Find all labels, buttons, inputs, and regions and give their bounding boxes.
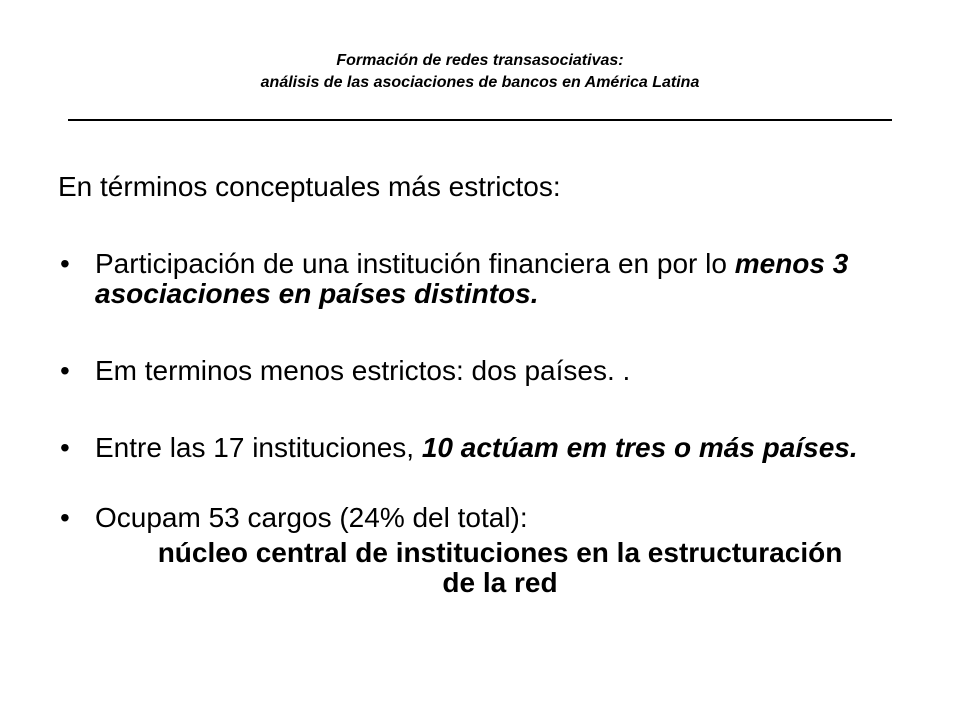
bullet-marker: • bbox=[60, 502, 70, 533]
bullet-marker: • bbox=[60, 248, 70, 279]
conclusion-line-1: núcleo central de instituciones en la estructuración bbox=[157, 537, 843, 568]
title-divider bbox=[68, 119, 892, 121]
bullet-item-4 bbox=[60, 503, 900, 533]
bullet-item-1 bbox=[60, 249, 900, 309]
conclusion-text bbox=[94, 538, 906, 598]
intro-text: En términos conceptuales más estrictos: bbox=[58, 171, 561, 202]
conclusion-line-2: de la red bbox=[442, 567, 558, 598]
bullet-item-3 bbox=[60, 433, 900, 463]
slide-title bbox=[68, 50, 892, 94]
bullet-marker: • bbox=[60, 355, 70, 386]
bullet-item-3-text bbox=[95, 433, 900, 463]
bullet-item-3-plain: Entre las 17 instituciones, bbox=[95, 432, 422, 463]
bullet-item-2-text: Em terminos menos estrictos: dos países. . bbox=[95, 355, 631, 386]
bullet-item-3-emphasis: 10 actúam em tres o más países. bbox=[421, 432, 858, 463]
slide-title-line-2: análisis de las asociaciones de bancos en América Latina bbox=[260, 74, 700, 91]
bullet-marker: • bbox=[60, 432, 70, 463]
bullet-item-4-text: Ocupam 53 cargos (24% del total): bbox=[95, 502, 528, 533]
bullet-item-2 bbox=[60, 356, 900, 386]
slide-title-line-1: Formación de redes transasociativas: bbox=[336, 52, 624, 69]
bullet-item-1-text bbox=[95, 249, 900, 309]
bullet-item-1-plain: Participación de una institución financiera en por lo bbox=[95, 248, 735, 279]
bullet-item-1-emphasis: menos 3 asociaciones en países distintos. bbox=[95, 248, 849, 309]
